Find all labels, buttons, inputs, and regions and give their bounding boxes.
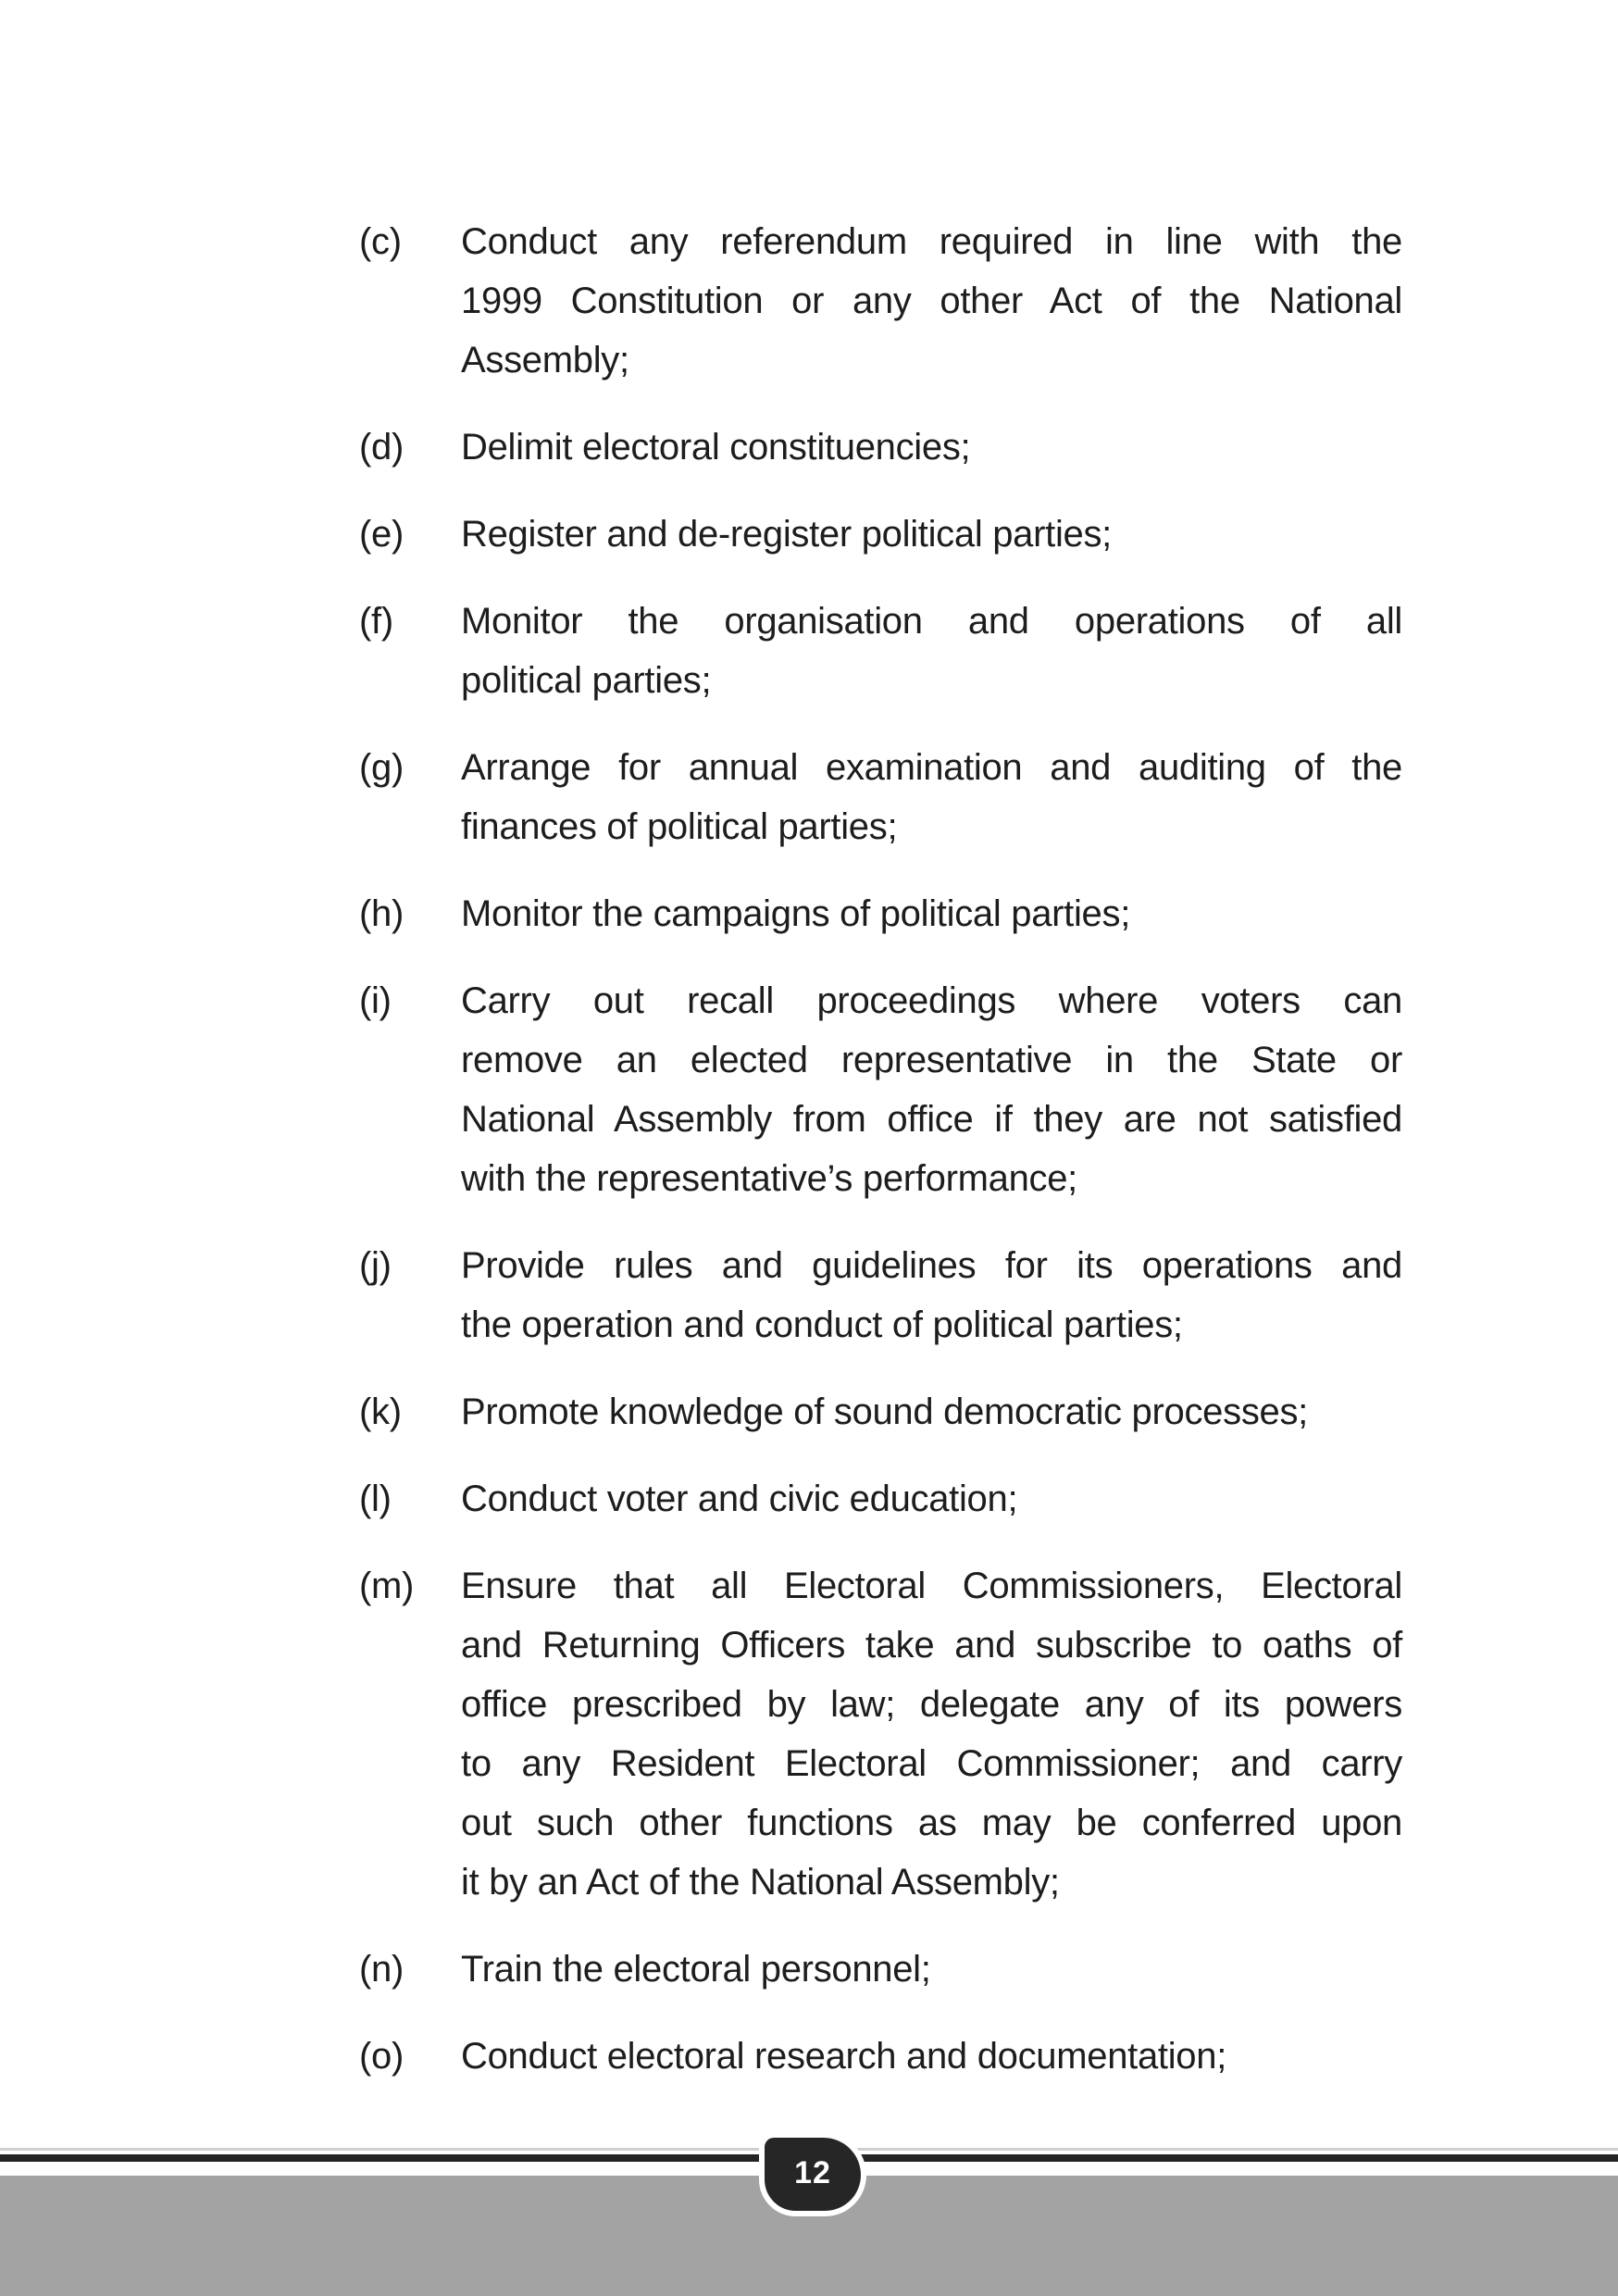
item-text bbox=[461, 212, 1402, 390]
text-line: Ensure that all Electoral Commissioners, Electoral bbox=[461, 1566, 1402, 1606]
item-text bbox=[461, 1940, 1402, 1999]
text-line: and Returning Officers take and subscribe to oaths of bbox=[461, 1625, 1402, 1666]
item-label: (g) bbox=[359, 747, 404, 788]
text-line: Register and de-register political parties; bbox=[461, 514, 1112, 555]
item-text bbox=[461, 1382, 1402, 1441]
list-item bbox=[359, 505, 1402, 564]
text-line: office prescribed by law; delegate any of its powers bbox=[461, 1684, 1402, 1725]
list-item bbox=[359, 738, 1402, 856]
page-number: 12 bbox=[794, 2155, 831, 2190]
item-text bbox=[461, 738, 1402, 856]
list-item bbox=[359, 1556, 1402, 1912]
item-text bbox=[461, 592, 1402, 710]
item-text bbox=[461, 418, 1402, 477]
text-line: Carry out recall proceedings where voters can bbox=[461, 980, 1402, 1021]
text-line: Assembly; bbox=[461, 340, 629, 381]
item-label: (k) bbox=[359, 1391, 402, 1432]
text-line: Arrange for annual examination and auditing of the bbox=[461, 747, 1402, 788]
page-number-badge bbox=[765, 2138, 861, 2211]
text-line: National Assembly from office if they are not satisfied bbox=[461, 1099, 1402, 1140]
item-label: (d) bbox=[359, 427, 404, 468]
list-item bbox=[359, 418, 1402, 477]
text-line: Delimit electoral constituencies; bbox=[461, 427, 971, 468]
text-line: Monitor the campaigns of political parties; bbox=[461, 893, 1131, 934]
item-text bbox=[461, 1236, 1402, 1354]
list-item bbox=[359, 1940, 1402, 1999]
item-label: (n) bbox=[359, 1949, 404, 1990]
item-label: (j) bbox=[359, 1245, 392, 1286]
item-label: (m) bbox=[359, 1566, 415, 1606]
item-text bbox=[461, 971, 1402, 1208]
item-label: (c) bbox=[359, 221, 402, 262]
list-item bbox=[359, 2027, 1402, 2086]
text-line: political parties; bbox=[461, 660, 712, 701]
text-line: Provide rules and guidelines for its operations and bbox=[461, 1245, 1402, 1286]
text-line: remove an elected representative in the State or bbox=[461, 1040, 1402, 1080]
item-text bbox=[461, 2027, 1402, 2086]
item-label: (f) bbox=[359, 601, 393, 642]
item-label: (h) bbox=[359, 893, 404, 934]
text-line: the operation and conduct of political parties; bbox=[461, 1304, 1183, 1345]
list-item bbox=[359, 1236, 1402, 1354]
text-line: Conduct electoral research and documentation; bbox=[461, 2036, 1227, 2077]
text-line: finances of political parties; bbox=[461, 806, 898, 847]
text-line: to any Resident Electoral Commissioner; and carry bbox=[461, 1743, 1402, 1784]
list-item bbox=[359, 1382, 1402, 1441]
list-item bbox=[359, 971, 1402, 1208]
text-line: Conduct any referendum required in line with the bbox=[461, 221, 1402, 262]
item-label: (e) bbox=[359, 514, 404, 555]
text-line: out such other functions as may be conferred upon bbox=[461, 1803, 1402, 1843]
item-text bbox=[461, 1469, 1402, 1529]
text-line: 1999 Constitution or any other Act of the National bbox=[461, 281, 1402, 321]
text-line: it by an Act of the National Assembly; bbox=[461, 1862, 1060, 1903]
text-line: Promote knowledge of sound democratic processes; bbox=[461, 1391, 1308, 1432]
text-line: Train the electoral personnel; bbox=[461, 1949, 931, 1990]
text-line: with the representative’s performance; bbox=[461, 1158, 1077, 1199]
text-line: Conduct voter and civic education; bbox=[461, 1479, 1018, 1519]
list-item bbox=[359, 884, 1402, 943]
item-label: (o) bbox=[359, 2036, 404, 2077]
item-label: (i) bbox=[359, 980, 392, 1021]
item-text bbox=[461, 1556, 1402, 1912]
list-item bbox=[359, 592, 1402, 710]
list-item bbox=[359, 1469, 1402, 1529]
item-text bbox=[461, 884, 1402, 943]
functions-list bbox=[359, 212, 1402, 2114]
item-label: (l) bbox=[359, 1479, 392, 1519]
text-line: Monitor the organisation and operations of all bbox=[461, 601, 1402, 642]
list-item bbox=[359, 212, 1402, 390]
item-text bbox=[461, 505, 1402, 564]
